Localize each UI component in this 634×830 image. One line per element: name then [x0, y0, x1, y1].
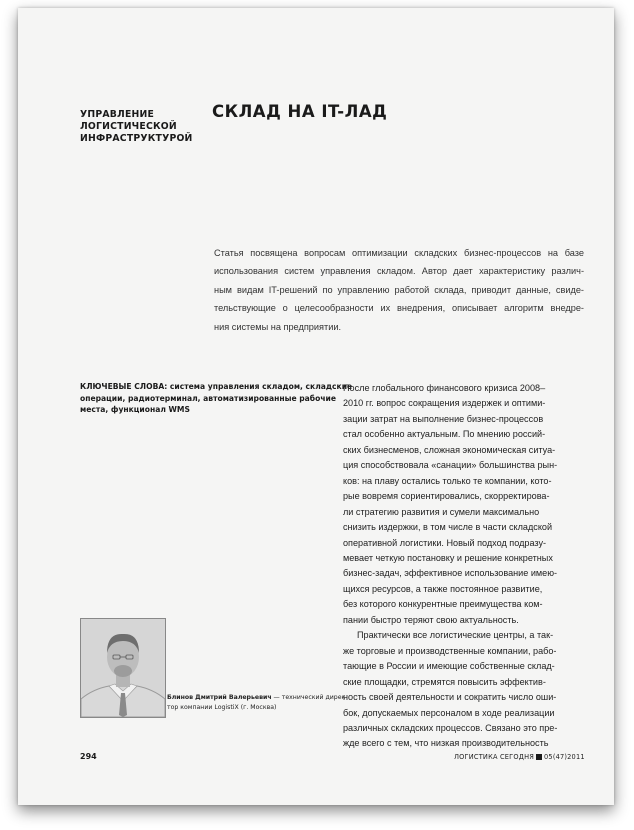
author-role-start: — технический дирек-	[271, 694, 348, 701]
author-caption	[167, 693, 347, 713]
author-caption-line	[167, 693, 347, 703]
section-label-line: ИНФРАСТРУКТУРОЙ	[80, 133, 193, 144]
square-bullet-icon	[536, 754, 542, 760]
journal-page	[18, 8, 614, 805]
body-line: же торговые и производственные компании, рабо-	[343, 645, 557, 656]
body-line: зации затрат на выполнение бизнес-процессов	[343, 413, 544, 424]
body-line: щихся ресурсов, а также постоянное развитие,	[343, 583, 543, 594]
author-caption-line: тор компании LogistiX (г. Москва)	[167, 704, 277, 711]
author-name: Блинов Дмитрий Валерьевич	[167, 694, 272, 701]
body-line: ские площадки, стремятся повысить эффектив-	[343, 676, 546, 687]
abstract-line: Статья посвящена вопросам оптимизации складских бизнес-процессов на базе	[214, 248, 584, 258]
section-label-line: УПРАВЛЕНИЕ	[80, 109, 155, 120]
body-line: ских бизнесменов, сложная экономическая ситуа-	[343, 444, 556, 455]
body-line: без которого конкурентные преимущества ком-	[343, 599, 543, 610]
body-line: После глобального финансового кризиса 2008–	[343, 383, 546, 393]
keywords-line: операции, радиотерминал, автоматизированные рабочие	[80, 393, 337, 403]
body-line: жде всего с тем, что низкая производительность	[343, 738, 549, 749]
body-line: 2010 гг. вопрос сокращения издержек и оптими-	[343, 398, 546, 409]
body-line: мевает четкую постановку и решение конкретных	[343, 552, 553, 563]
body-line: различных складских процессов. Связано это пре-	[343, 722, 558, 733]
abstract-line: тельствующие о целесообразности их внедрения, описывает алгоритм внедре-	[214, 303, 584, 314]
body-line: снизить издержки, в том числе в части складской	[343, 522, 553, 533]
body-line: ность своей деятельности и сократить число оши-	[343, 692, 557, 703]
body-line: ли стратегию развития и сумели максимально	[343, 506, 540, 517]
body-line: тающие в России и имеющие собственные склад-	[343, 661, 555, 672]
page-number: 294	[80, 752, 97, 761]
body-line: Практически все логистические центры, а так-	[357, 630, 554, 641]
keywords-line: места, функционал WMS	[80, 405, 190, 415]
keywords-line: КЛЮЧЕВЫЕ СЛОВА: система управления складом, складские	[80, 382, 353, 391]
article-body	[343, 381, 593, 752]
journal-footer	[454, 753, 585, 761]
author-portrait-image	[81, 619, 165, 717]
body-line: пании быстро теряют свою актуальность.	[343, 614, 519, 625]
abstract-line: использования систем управления складом. Автор дает характеристику различ-	[214, 266, 584, 277]
body-line: ков: на плаву остались только те компании, кото-	[343, 475, 552, 486]
body-line: стал особенно актуальным. По мнению россий-	[343, 429, 546, 440]
section-label	[80, 109, 210, 145]
body-line: бок, допускаемых персоналом в ходе реализации	[343, 707, 555, 718]
journal-name: ЛОГИСТИКА СЕГОДНЯ	[454, 753, 535, 761]
body-line: бизнес-задач, эффективное использование имею-	[343, 568, 558, 579]
article-title: СКЛАД НА IT-ЛАД	[212, 102, 388, 121]
body-line: рые вовремя сориентировались, скорректирова-	[343, 491, 550, 502]
journal-issue: 05(47)2011	[544, 753, 585, 761]
abstract-line: ным видам IT-решений по управлению работой склада, приводит данные, свиде-	[214, 284, 584, 295]
section-label-line: ЛОГИСТИЧЕСКОЙ	[80, 121, 177, 132]
body-line: оперативной логистики. Новый подход подразу-	[343, 537, 547, 548]
abstract-line: ния системы на предприятии.	[214, 321, 342, 332]
keywords-block	[80, 381, 353, 416]
author-photo	[80, 618, 166, 718]
body-line: ция способствовала «санации» большинства рын-	[343, 460, 558, 471]
article-abstract	[214, 244, 584, 336]
